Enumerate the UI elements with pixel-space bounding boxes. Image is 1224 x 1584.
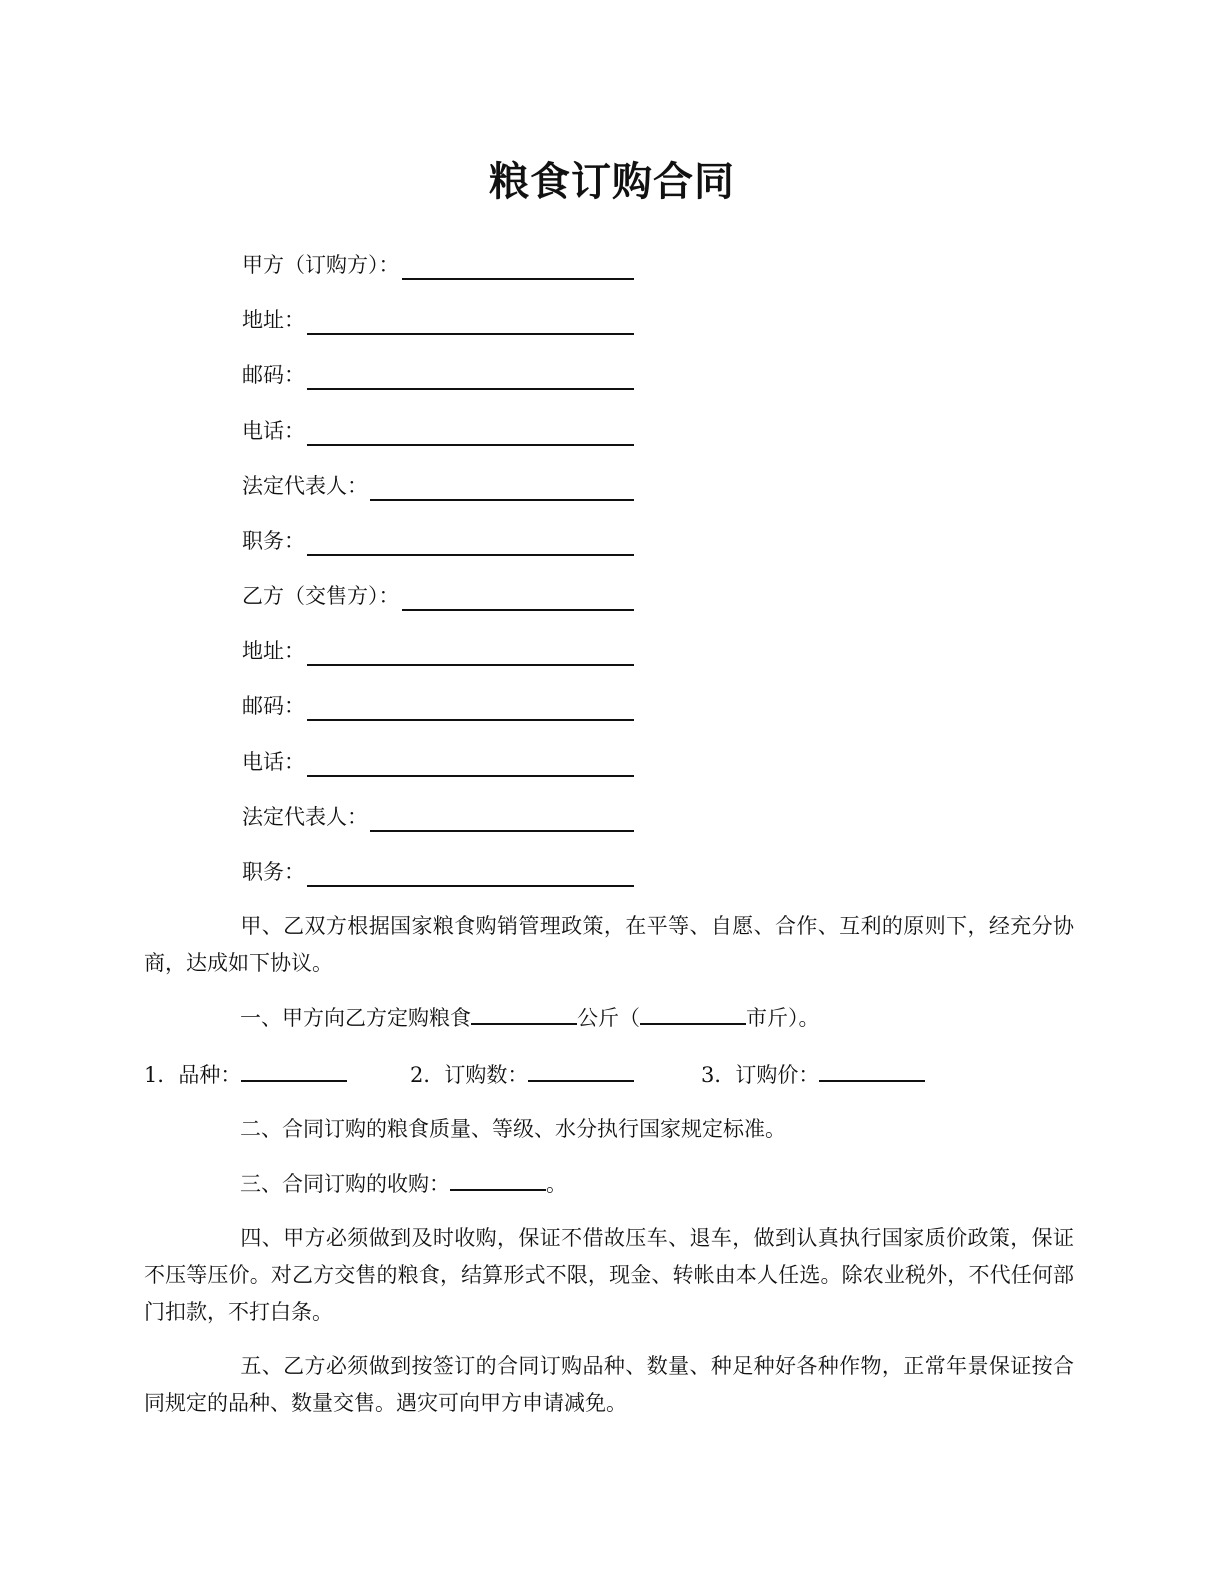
party-a-name-field bbox=[242, 246, 634, 280]
preamble-text: 甲、乙双方根据国家粮食购销管理政策，在平等、自愿、合作、互利的原则下，经充分协商，达成如下协议。 bbox=[144, 914, 1074, 975]
party-a-position-blank[interactable] bbox=[307, 526, 634, 556]
party-a-legal-rep-blank[interactable] bbox=[370, 471, 634, 501]
party-a-position-label: 职务： bbox=[242, 529, 305, 553]
item-quantity-label: 2．订购数： bbox=[410, 1063, 529, 1087]
clause-5-paragraph bbox=[144, 1348, 1074, 1422]
item-quantity-blank[interactable] bbox=[528, 1058, 634, 1082]
party-a-legal-rep-field bbox=[242, 467, 634, 501]
party-a-position-field bbox=[242, 522, 634, 556]
party-a-legal-rep-label: 法定代表人： bbox=[242, 474, 368, 498]
party-b-address-field bbox=[242, 632, 634, 666]
order-items-row bbox=[144, 1058, 1074, 1092]
party-a-name-blank[interactable] bbox=[402, 250, 635, 280]
party-b-postcode-blank[interactable] bbox=[307, 691, 634, 721]
party-a-name-label: 甲方（订购方）： bbox=[242, 253, 400, 277]
party-a-address-field bbox=[242, 301, 634, 335]
item-variety-label: 1．品种： bbox=[144, 1063, 242, 1087]
clause-3-suffix: 。 bbox=[546, 1172, 567, 1196]
party-b-phone-blank[interactable] bbox=[307, 747, 634, 777]
item-price-blank[interactable] bbox=[819, 1058, 925, 1082]
party-b-position-blank[interactable] bbox=[307, 857, 634, 887]
clause-3-paragraph bbox=[144, 1166, 1074, 1203]
party-a-phone-field bbox=[242, 412, 634, 446]
party-b-postcode-field bbox=[242, 687, 634, 721]
clause-1-paragraph bbox=[144, 1000, 1074, 1037]
clause-1-unit-jin: 市斤）。 bbox=[746, 1006, 820, 1030]
party-b-name-label: 乙方（交售方）： bbox=[242, 584, 400, 608]
party-a-address-label: 地址： bbox=[242, 308, 305, 332]
party-b-legal-rep-blank[interactable] bbox=[370, 802, 634, 832]
party-a-address-blank[interactable] bbox=[307, 305, 634, 335]
party-a-phone-label: 电话： bbox=[242, 419, 305, 443]
party-b-position-field bbox=[242, 853, 634, 887]
party-b-phone-field bbox=[242, 743, 634, 777]
clause-2-text: 二、合同订购的粮食质量、等级、水分执行国家规定标准。 bbox=[240, 1117, 786, 1141]
party-b-legal-rep-label: 法定代表人： bbox=[242, 805, 368, 829]
party-b-address-label: 地址： bbox=[242, 639, 305, 663]
item-price-label: 3．订购价： bbox=[701, 1063, 820, 1087]
party-b-address-blank[interactable] bbox=[307, 636, 634, 666]
party-b-name-field bbox=[242, 577, 634, 611]
clause-2-paragraph bbox=[144, 1111, 1074, 1148]
clause-1-unit-kg: 公斤（ bbox=[577, 1006, 640, 1030]
party-b-name-blank[interactable] bbox=[402, 581, 635, 611]
item-variety-blank[interactable] bbox=[241, 1058, 347, 1082]
party-a-postcode-blank[interactable] bbox=[307, 360, 634, 390]
party-a-postcode-label: 邮码： bbox=[242, 363, 305, 387]
item-quantity bbox=[410, 1058, 634, 1092]
party-b-postcode-label: 邮码： bbox=[242, 694, 305, 718]
clause-4-text: 四、甲方必须做到及时收购，保证不借故压车、退车，做到认真执行国家质价政策，保证不压等压价。对乙方交售的粮食，结算形式不限，现金、转帐由本人任选。除农业税外，不代任何部门扣款，不打白条。 bbox=[144, 1226, 1074, 1324]
item-variety bbox=[144, 1058, 347, 1092]
clause-1-prefix: 一、甲方向乙方定购粮食 bbox=[240, 1006, 471, 1030]
quantity-kg-blank[interactable] bbox=[471, 1001, 577, 1025]
clause-5-text: 五、乙方必须做到按签订的合同订购品种、数量、种足种好各种作物，正常年景保证按合同规定的品种、数量交售。遇灾可向甲方申请减免。 bbox=[144, 1354, 1074, 1415]
party-b-phone-label: 电话： bbox=[242, 750, 305, 774]
clause-4-paragraph bbox=[144, 1220, 1074, 1331]
item-price bbox=[701, 1058, 925, 1092]
document-title: 粮食订购合同 bbox=[489, 159, 735, 205]
preamble-paragraph bbox=[144, 908, 1074, 982]
quantity-jin-blank[interactable] bbox=[640, 1001, 746, 1025]
party-b-position-label: 职务： bbox=[242, 860, 305, 884]
party-b-legal-rep-field bbox=[242, 798, 634, 832]
clause-3-prefix: 三、合同订购的收购： bbox=[240, 1172, 450, 1196]
party-a-phone-blank[interactable] bbox=[307, 416, 634, 446]
purchase-blank[interactable] bbox=[450, 1167, 546, 1191]
party-a-postcode-field bbox=[242, 356, 634, 390]
